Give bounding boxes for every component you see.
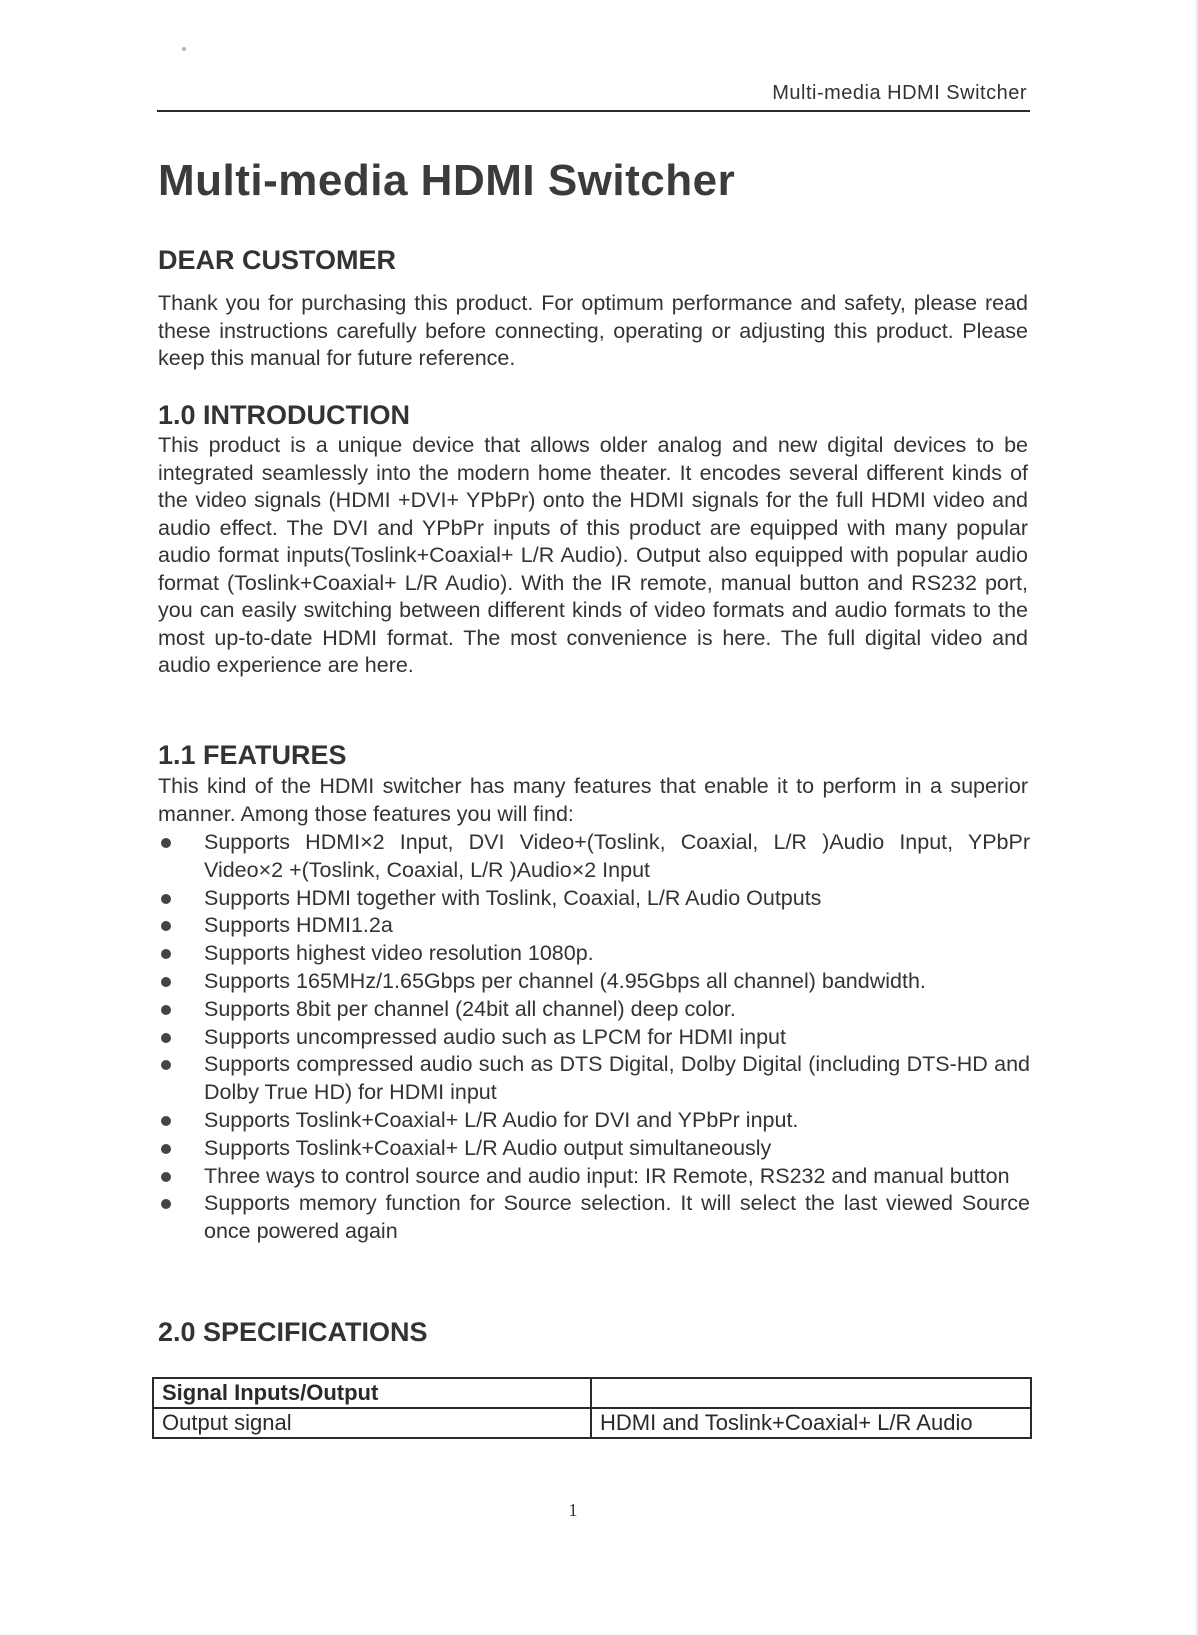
feature-text: Supports highest video resolution 1080p. bbox=[204, 941, 594, 966]
specifications-heading: 2.0 SPECIFICATIONS bbox=[158, 1317, 428, 1347]
running-header: Multi-media HDMI Switcher bbox=[772, 82, 1027, 104]
list-item bbox=[158, 829, 1030, 885]
table-row bbox=[153, 1408, 1031, 1438]
list-item bbox=[158, 1051, 1030, 1107]
bullet-icon bbox=[161, 1199, 171, 1209]
list-item bbox=[158, 1135, 1030, 1163]
bullet-icon bbox=[161, 949, 171, 959]
introduction-text: This product is a unique device that allows older analog and new digital devices to be integrated seamlessly into the modern home theater. It encodes several different kinds of the video signals (HDMI +DVI+ YPbPr) onto the HDMI signals for the full HDMI video and audio effect. The DVI and YPbPr inputs of this product are equipped with many popular audio format inputs(Toslink+Coaxial+ L/R Audio). Output also equipped with popular audio format (Toslink+Coaxial+ L/R Audio). With the IR remote, manual button and RS232 port, you can easily switching between different kinds of video formats and audio formats to the most up-to-date HDMI format. The most convenience is here. The full digital video and audio experience are here. bbox=[158, 433, 1028, 677]
list-item bbox=[158, 885, 1030, 913]
bullet-icon bbox=[161, 1033, 171, 1043]
dear-customer-heading: DEAR CUSTOMER bbox=[158, 245, 397, 275]
table-cell-value: HDMI and Toslink+Coaxial+ L/R Audio bbox=[591, 1408, 1031, 1438]
header-rule bbox=[157, 110, 1030, 112]
features-intro: This kind of the HDMI switcher has many features that enable it to perform in a superior manner. Among those features you will find: bbox=[158, 774, 1028, 826]
list-item bbox=[158, 996, 1030, 1024]
bullet-icon bbox=[161, 1005, 171, 1015]
list-item bbox=[158, 1024, 1030, 1052]
bullet-icon bbox=[161, 1060, 171, 1070]
list-item bbox=[158, 940, 1030, 968]
table-cell-label: Output signal bbox=[153, 1408, 591, 1438]
bullet-icon bbox=[161, 1172, 171, 1182]
feature-text: Supports memory function for Source selection. It will select the last viewed Source once powered again bbox=[204, 1191, 1030, 1244]
bullet-icon bbox=[161, 838, 171, 848]
feature-text: Supports Toslink+Coaxial+ L/R Audio for DVI and YPbPr input. bbox=[204, 1107, 799, 1132]
feature-text: Supports 165MHz/1.65Gbps per channel (4.95Gbps all channel) bandwidth. bbox=[204, 968, 926, 993]
feature-text: Supports compressed audio such as DTS Digital, Dolby Digital (including DTS-HD and Dolby True HD) for HDMI input bbox=[204, 1052, 1030, 1105]
list-item bbox=[158, 1107, 1030, 1135]
bullet-icon bbox=[161, 894, 171, 904]
introduction-heading: 1.0 INTRODUCTION bbox=[158, 400, 411, 430]
list-item bbox=[158, 912, 1030, 940]
feature-text: Supports 8bit per channel (24bit all channel) deep color. bbox=[204, 996, 736, 1021]
feature-text: Supports Toslink+Coaxial+ L/R Audio output simultaneously bbox=[204, 1135, 772, 1160]
scan-speck bbox=[182, 47, 186, 51]
features-list bbox=[158, 829, 1030, 1246]
page-number: 1 bbox=[568, 1500, 578, 1520]
bullet-icon bbox=[161, 1144, 171, 1154]
bullet-icon bbox=[161, 977, 171, 987]
feature-text: Supports HDMI×2 Input, DVI Video+(Toslink, Coaxial, L/R )Audio Input, YPbPr Video×2 +(Toslink, Coaxial, L/R )Audio×2 Input bbox=[204, 830, 1030, 882]
page-title: Multi-media HDMI Switcher bbox=[158, 156, 736, 205]
feature-text: Supports uncompressed audio such as LPCM for HDMI input bbox=[204, 1024, 786, 1049]
table-cell-label: Signal Inputs/Output bbox=[153, 1378, 591, 1408]
list-item bbox=[158, 1190, 1030, 1246]
table-row bbox=[153, 1378, 1031, 1408]
list-item bbox=[158, 1163, 1030, 1191]
feature-text: Supports HDMI1.2a bbox=[204, 913, 393, 938]
table-cell-value bbox=[591, 1378, 1031, 1408]
list-item bbox=[158, 968, 1030, 996]
features-heading: 1.1 FEATURES bbox=[158, 740, 347, 770]
scan-edge-shadow bbox=[1194, 0, 1198, 1635]
specifications-table bbox=[152, 1377, 1032, 1439]
feature-text: Supports HDMI together with Toslink, Coaxial, L/R Audio Outputs bbox=[204, 885, 822, 910]
bullet-icon bbox=[161, 921, 171, 931]
bullet-icon bbox=[161, 1116, 171, 1126]
dear-customer-text: Thank you for purchasing this product. For optimum performance and safety, please read these instructions carefully before connecting, operating or adjusting this product. Please keep this manual for future reference. bbox=[158, 291, 1028, 370]
feature-text: Three ways to control source and audio input: IR Remote, RS232 and manual button bbox=[204, 1163, 1010, 1188]
